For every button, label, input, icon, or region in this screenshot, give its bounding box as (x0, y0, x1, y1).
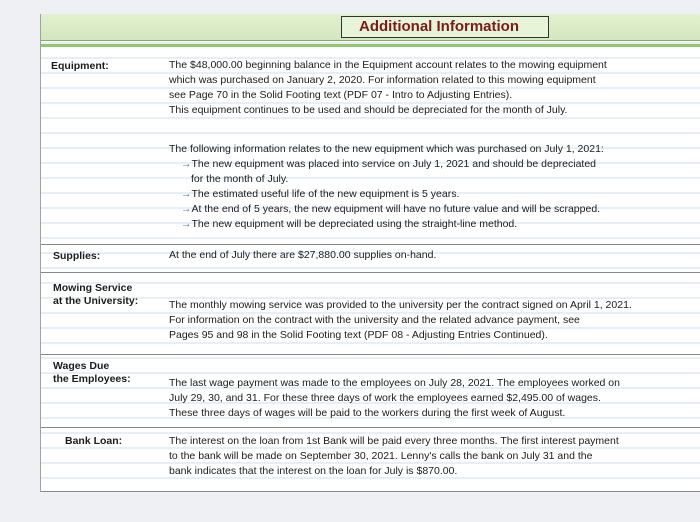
equipment-line: This equipment continues to be used and should be depreciated for the month of July. (169, 104, 568, 116)
page-title: Additional Information (359, 18, 519, 35)
arrow-icon: → (181, 203, 192, 215)
bullet-continuation: for the month of July. (191, 173, 289, 185)
bullet-item: →The new equipment will be depreciated using the straight-line method. (181, 218, 518, 230)
equipment-label: Equipment: (51, 60, 109, 72)
arrow-icon: → (181, 188, 192, 200)
mowing-paragraph: The monthly mowing service was provided to the university per the contract signed on April 1, 2021. For information on the contract with the university and the related advance payment, see Pages 95 and 98 in the Solid Footing text (PDF 08 - Adjusting Entries Continued). (169, 299, 632, 341)
arrow-icon: → (181, 158, 192, 170)
worksheet (40, 14, 700, 492)
equipment-paragraph-2 (169, 142, 604, 232)
row-divider (41, 427, 700, 428)
wages-label: Wages Due the Employees: (53, 360, 131, 385)
bank-loan-paragraph: The interest on the loan from 1st Bank will be paid every three months. The first interest payment to the bank will be made on September 30, 2021. Lenny's calls the bank on July 31 and the bank indicates that the interest on the loan for July is $870.00. (169, 435, 619, 477)
bullet-item: →At the end of 5 years, the new equipment will have no future value and will be scrapped. (181, 203, 601, 215)
equipment-line: which was purchased on January 2, 2020. For information related to this mowing equipment (169, 74, 596, 86)
mowing-label: Mowing Service at the University: (53, 282, 139, 307)
bottom-border (41, 491, 700, 492)
equipment-paragraph-1 (169, 58, 607, 118)
header-divider (41, 44, 700, 47)
supplies-text: At the end of July there are $27,880.00 supplies on-hand. (169, 249, 437, 261)
arrow-icon: → (181, 218, 192, 230)
equipment-line: see Page 70 in the Solid Footing text (PDF 07 - Intro to Adjusting Entries). (169, 89, 513, 101)
wages-paragraph: The last wage payment was made to the employees on July 28, 2021. The employees worked on July 29, 30, and 31. For these three days of work the employees earned $2,495.00 of wages. These three days of wages will be paid to the workers during the first week of August. (169, 377, 620, 419)
equipment-line: The $48,000.00 beginning balance in the Equipment account relates to the mowing equipment (169, 59, 607, 71)
bank-loan-label: Bank Loan: (65, 435, 123, 447)
new-equipment-intro: The following information relates to the new equipment which was purchased on July 1, 2021: (169, 143, 604, 155)
row-divider (41, 272, 700, 273)
supplies-label: Supplies: (53, 250, 101, 262)
row-divider (41, 244, 700, 245)
bullet-item: →The estimated useful life of the new equipment is 5 years. (181, 188, 460, 200)
row-divider (41, 354, 700, 355)
bullet-item: →The new equipment was placed into service on July 1, 2021 and should be depreciated (181, 158, 597, 170)
